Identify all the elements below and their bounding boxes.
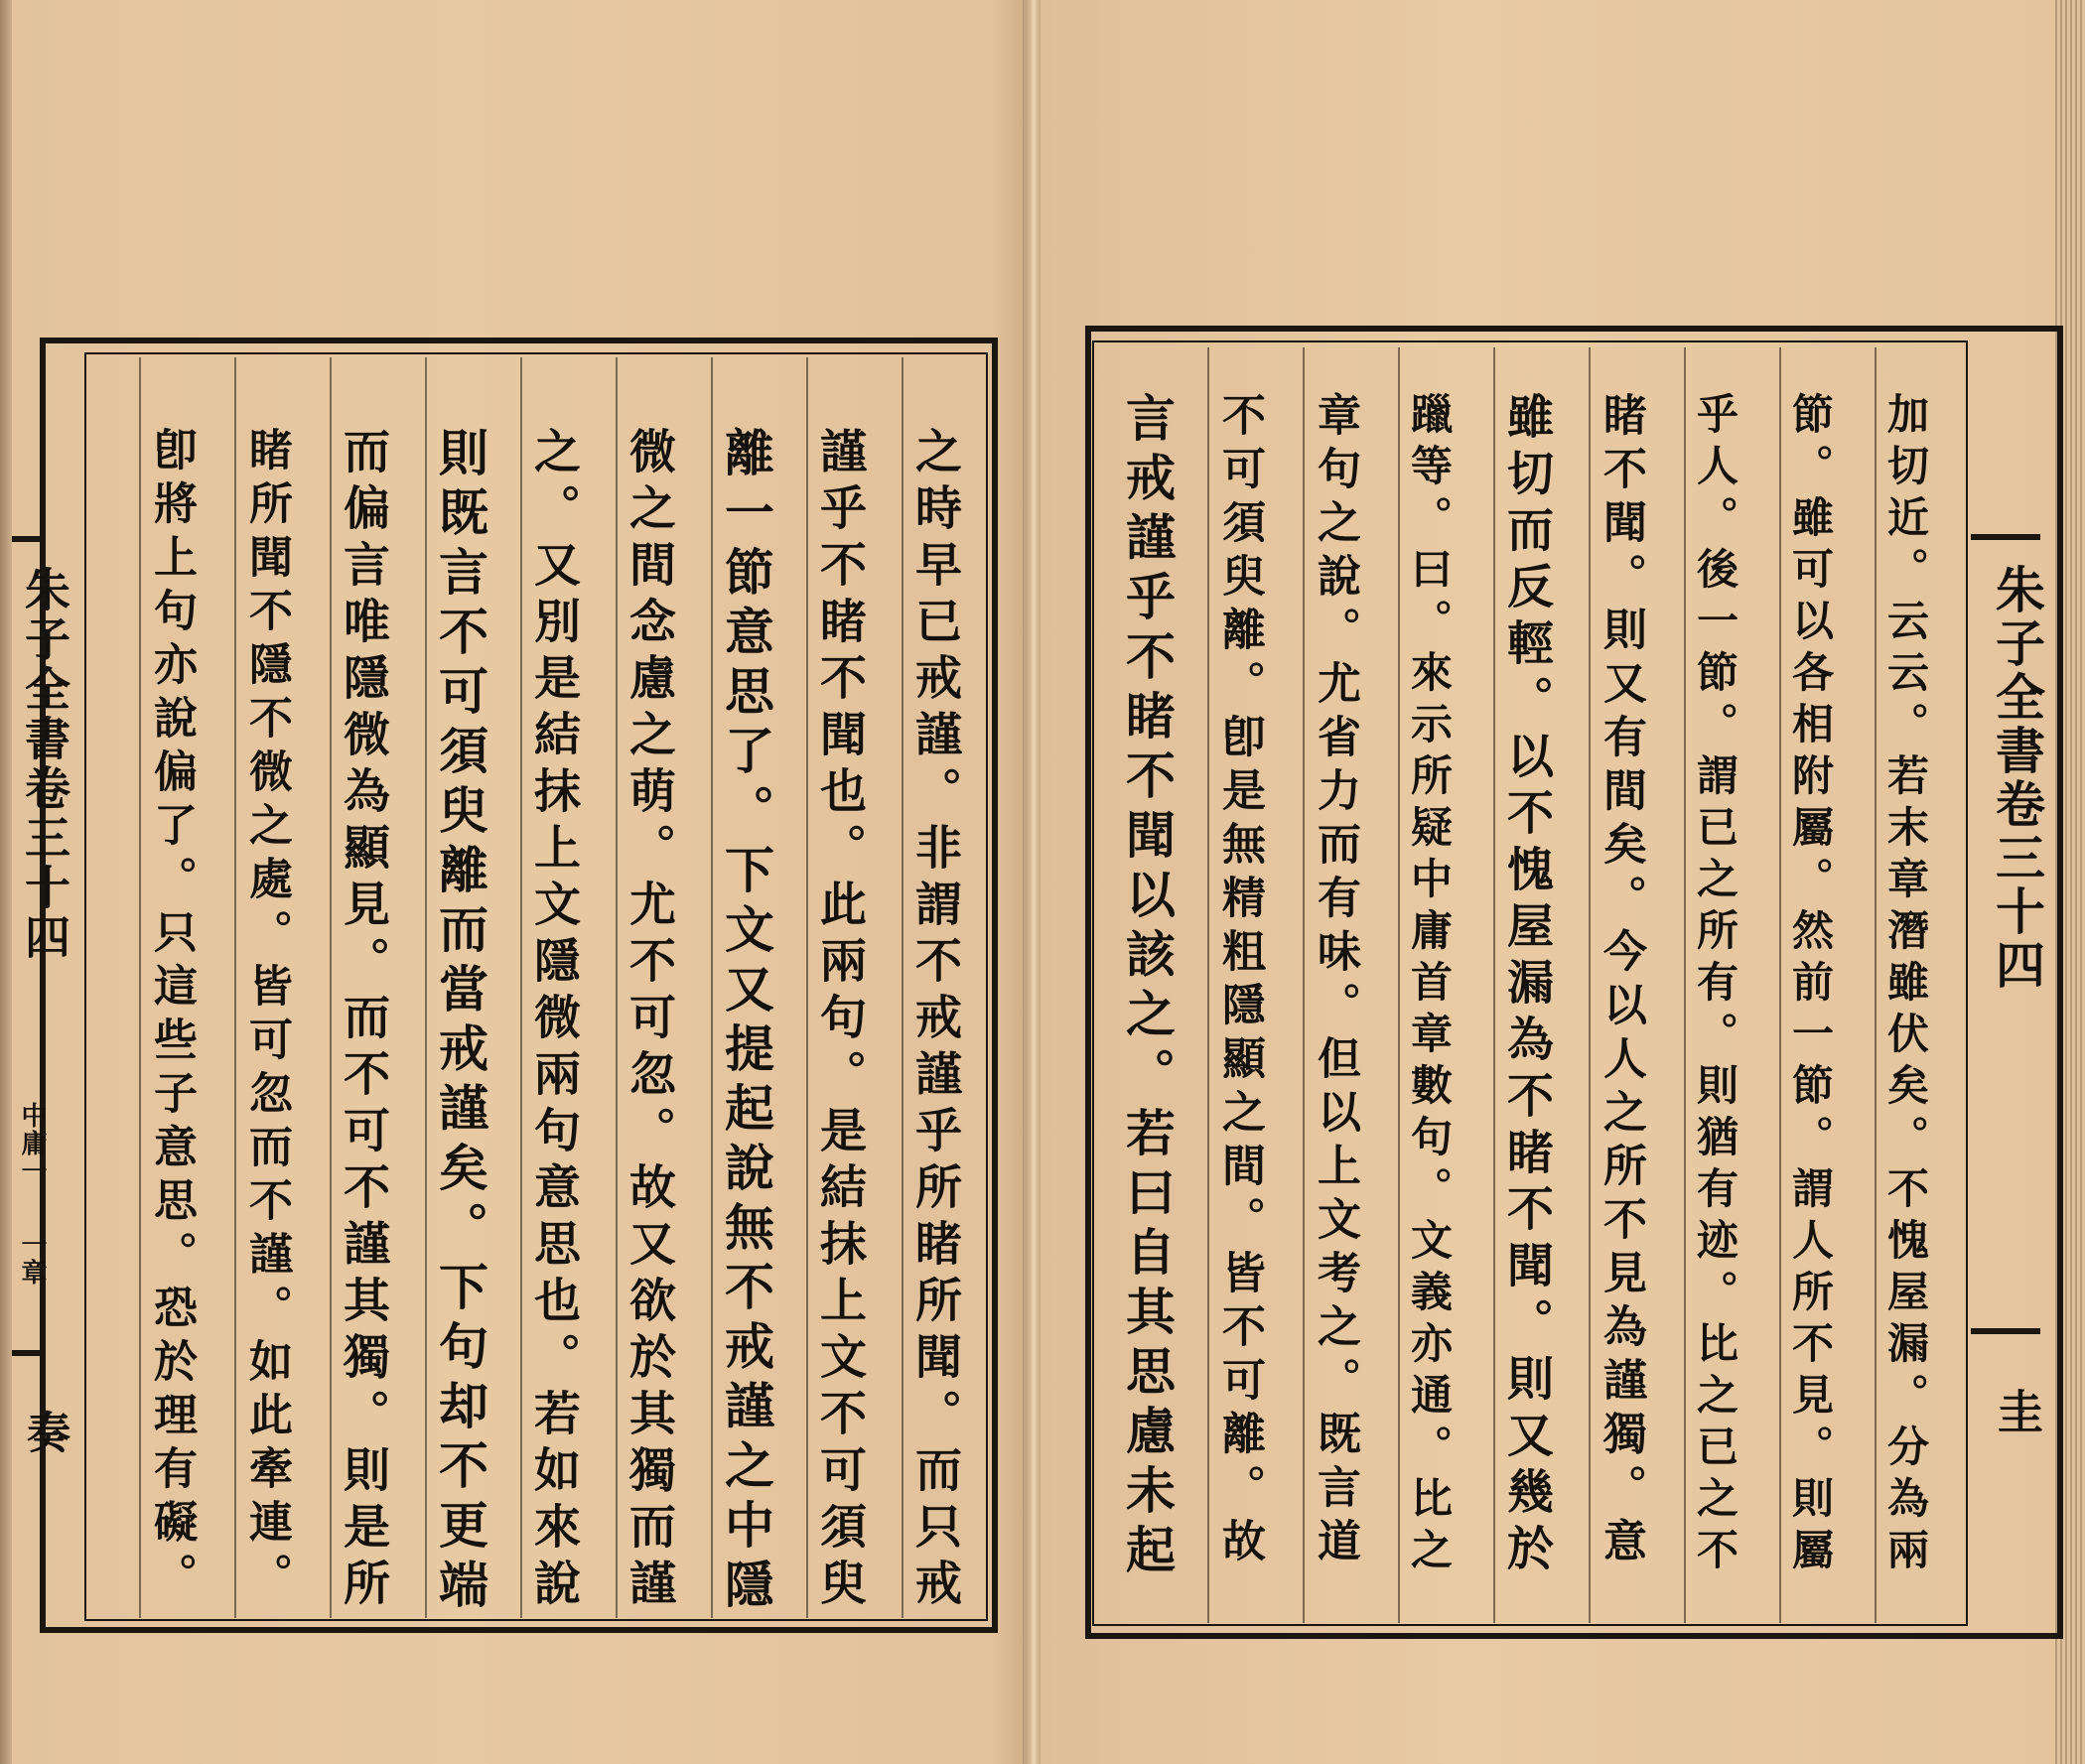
gutter-shadow: [993, 0, 1027, 1764]
text-column: 而偏言唯隱微為顯見。而不可不謹其獨。則是所: [336, 427, 390, 1615]
text-column: 睹所聞不隱不微之處。皆可忽而不謹。如此牽連。: [241, 427, 292, 1606]
column-rule: [616, 357, 618, 1618]
fish-tail-bottom-rule: [12, 1350, 46, 1356]
text-column: 章句之說。尤省力而有味。但以上文考之。既言道: [1310, 392, 1360, 1571]
text-column: 之。又別是結抹上文隱微兩句意思也。若如來說: [526, 427, 581, 1615]
text-column: 卽將上句亦說偏了。只這些子意思。恐於理有礙。: [146, 427, 197, 1606]
column-rule: [1589, 347, 1591, 1623]
text-column: 言戒謹乎不睹不聞以該之。若曰自其思慮未起: [1118, 392, 1177, 1583]
left-banxin-title: 朱子全書卷三十四: [18, 566, 71, 963]
column-rule: [330, 357, 332, 1618]
fish-tail-top-rule: [1971, 534, 2040, 540]
column-rule: [139, 357, 141, 1618]
text-column: 微之間念慮之萌。尤不可忽。故又欲於其獨而謹: [622, 427, 676, 1615]
column-rule: [1684, 347, 1686, 1623]
left-banxin-chapter: 一章: [17, 1231, 47, 1287]
column-rule: [234, 357, 236, 1618]
text-column: 之時早已戒謹。非謂不戒謹乎所睹所聞。而只戒: [907, 427, 962, 1615]
right-banxin-title: 朱子全書卷三十四: [1988, 564, 2046, 993]
text-column: 不可須臾離。卽是無精粗隱顯之間。皆不可離。故: [1214, 392, 1265, 1571]
column-rule: [1303, 347, 1305, 1623]
left-page-edge: [0, 0, 12, 1764]
book-gutter: [1023, 0, 1041, 1764]
text-column: 躐等。曰。來示所疑中庸首章數句。文義亦通。比之: [1405, 392, 1454, 1579]
text-column: 離一節意思了。下文又提起說無不戒謹之中隱: [717, 427, 775, 1618]
text-column: 加切近。云云。若末章潛雖伏矣。不愧屋漏。分為兩: [1881, 392, 1930, 1579]
right-banxin: [1971, 326, 2050, 1639]
column-rule: [711, 357, 713, 1618]
text-column: 節。雖可以各相附屬。然前一節。謂人所不見。則屬: [1786, 392, 1835, 1579]
column-rule: [1493, 347, 1495, 1623]
column-rule: [1207, 347, 1209, 1623]
fish-tail-top-rule: [12, 536, 46, 542]
column-rule: [1779, 347, 1781, 1623]
text-column: 睹不聞。則又有間矣。今以人之所不見為謹獨。意: [1596, 392, 1646, 1571]
left-banxin-page-number: 奏: [19, 1410, 70, 1453]
column-rule: [425, 357, 427, 1618]
right-banxin-page-number: 圭: [1991, 1388, 2044, 1433]
column-rule: [902, 357, 904, 1618]
column-rule: [806, 357, 808, 1618]
text-column: 謹乎不睹不聞也。此兩句。是結抹上文不可須臾: [812, 427, 867, 1615]
left-banxin: [12, 338, 71, 1633]
column-rule: [1875, 347, 1876, 1623]
text-column: 則既言不可須臾離而當戒謹矣。下句却不更端: [431, 427, 489, 1618]
left-banxin-section: 中庸一: [17, 1102, 47, 1185]
column-rule: [1398, 347, 1400, 1623]
column-rule: [520, 357, 522, 1618]
text-column: 乎人。後一節。謂已之所有。則猶有迹。比之已之不: [1691, 392, 1739, 1579]
text-column: 雖切而反輕。以不愧屋漏為不睹不聞。則又幾於: [1499, 392, 1554, 1580]
fish-tail-bottom-rule: [1971, 1328, 2040, 1334]
